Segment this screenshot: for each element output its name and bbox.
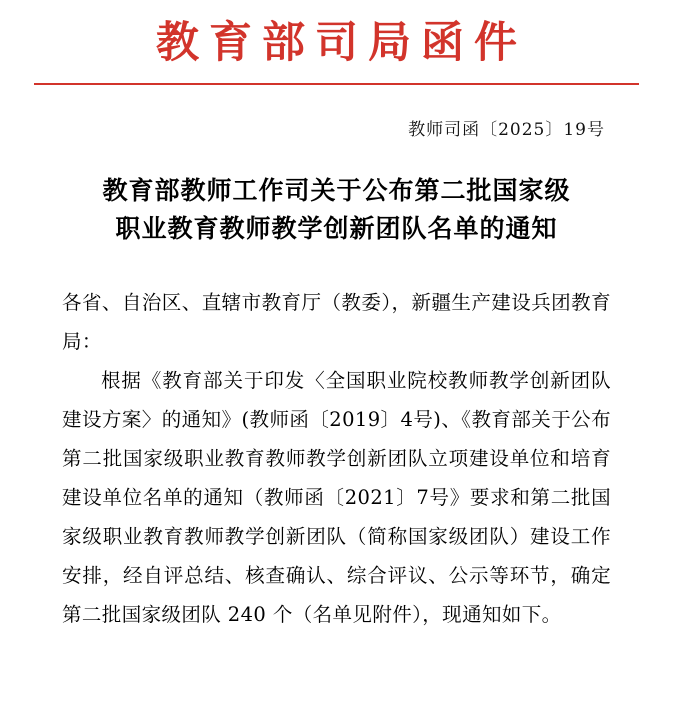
document-title-line-2: 职业教育教师教学创新团队名单的通知	[115, 214, 558, 244]
masthead-title: 教育部司局函件	[156, 18, 527, 68]
document-number-row	[0, 115, 673, 140]
document-title-line-1: 教育部教师工作司关于公布第二批国家级	[102, 175, 571, 205]
document-title	[58, 172, 615, 250]
document-body	[62, 283, 611, 634]
document-number: 教师司函〔2025〕19号	[408, 119, 605, 140]
masthead	[0, 0, 673, 85]
masthead-divider	[34, 83, 639, 85]
body-paragraph-1: 根据《教育部关于印发〈全国职业院校教师教学创新团队建设方案〉的通知》(教师函〔2019〕4号)、《教育部关于公布第二批国家级职业教育教师教学创新团队立项建设单位和培育建设单位名单的通知（教师函〔2021〕7号》要求和第二批国家级职业教育教师教学创新团队（简称国家级团队）建设工作安排，经自评总结、核查确认、综合评议、公示等环节，确定第二批国家级团队 240 个（名单见附件），现通知如下。	[62, 369, 611, 627]
body-paragraph-salutation: 各省、自治区、直辖市教育厅（教委），新疆生产建设兵团教育局：	[62, 291, 611, 354]
